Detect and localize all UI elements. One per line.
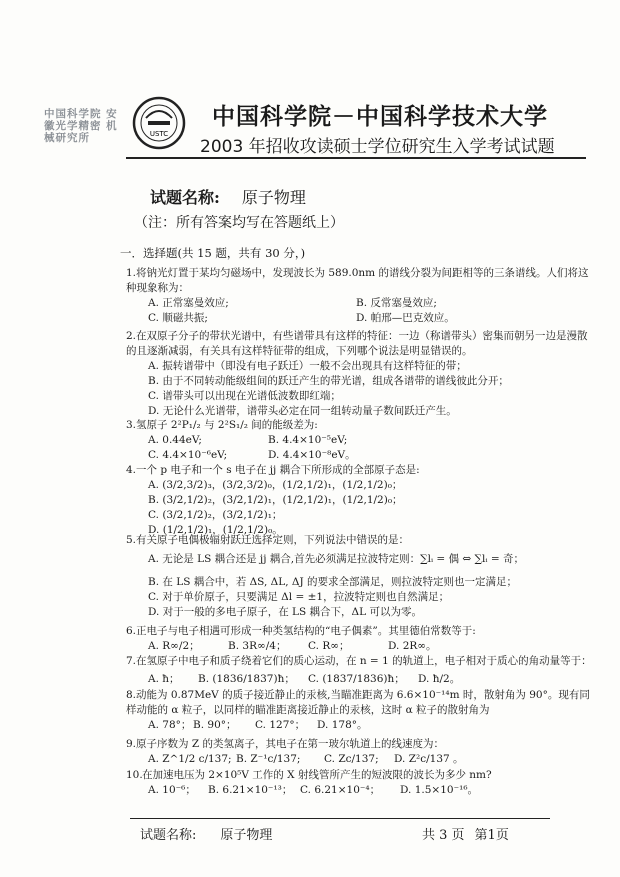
option: D. (1/2,1/2)₁，(1/2,1/2)₀。 (148, 524, 283, 536)
subject-line (150, 185, 306, 208)
option: B. 3R∞/4； (228, 640, 287, 652)
footer-subject-label: 试题名称: (140, 828, 197, 843)
option: A. Z^1/2 c/137; (148, 753, 232, 765)
option: A. 无论是 LS 耦合还是 jj 耦合,首先必须满足拉波特定则：∑lᵢ = 偶 ⇔ ∑lᵢ = 奇； (148, 553, 524, 565)
option: C. Zc/137; (324, 753, 379, 765)
institute-stamp: 中国科学院 安徽光学精密 机械研究所 (44, 108, 118, 144)
subject-label: 试题名称: (150, 188, 220, 207)
option: D. 无论什么光谱带，谱带头必定在同一组转动量子数间跃迁产生。 (148, 405, 457, 417)
question-2: 2.在双原子分子的带状光谱中，有些谱带具有这样的特征：一边（称谱带头）密集而朝另一边是漫散的且逐渐减弱，有关具有这样特征带的组成，下列哪个说法是明显错误的。 A. 振转谱带中（即没有电子跃迁）一般不会出现具有这样特征的带； B. 由于不同转动能级组间的跃迁产生的带光谱，组成各谱带的谱线彼此分开； C. 谱带头可以出现在光谱低波数即红端； D. 无论什么光谱带，谱带头必定在同一组转动量子数间跃迁产生。 (126, 329, 596, 419)
option: D. 2R∞。 (388, 640, 437, 652)
question-6: 6.正电子与电子相遇可形成一种类氢结构的“电子偶素”。其里德伯常数等于: A. R∞/2； B. 3R∞/4； C. R∞； D. 2R∞。 (126, 625, 476, 652)
option: B. 90°； (193, 719, 237, 731)
question-1: 1.将钠光灯置于某均匀磁场中，发现波长为 589.0nm 的谱线分裂为间距相等的三条谱线。人们将这种现象称为： A. 正常塞曼效应; B. 反常塞曼效应; C. 顺磁共振; D. 帕邢—巴克效应。 (126, 267, 589, 324)
footer-rule (130, 818, 550, 819)
option: C. 对于单价原子，只要满足 Δl = ±1，拉波特定则也自然满足； (148, 591, 450, 603)
option: C. R∞； (308, 640, 350, 652)
option: B. 由于不同转动能级组间的跃迁产生的带光谱，组成各谱带的谱线彼此分开； (148, 375, 509, 387)
option: D. 178°。 (317, 719, 368, 731)
option: C. 4.4×10⁻⁶eV; (148, 449, 228, 461)
option: C. (3/2,1/2)₂，(3/2,1/2)₁； (148, 509, 283, 521)
question-10: 10.在加速电压为 2×10⁵V 工作的 X 射线管所产生的短波限的波长为多少 nm? A. 10⁻⁶； B. 6.21×10⁻¹³； C. 6.21×10⁻⁴； D. 1.5×10⁻¹⁶。 (126, 769, 492, 796)
option: B. 6.21×10⁻¹³； (208, 784, 293, 796)
exam-title: 2003 年招收攻读硕士学位研究生入学考试试题 (200, 137, 555, 157)
header-rule (126, 157, 586, 159)
option: B. 反常塞曼效应; (356, 297, 437, 309)
page-number: 第1页 (474, 828, 509, 843)
option: B. (1836/1837)ħ； (198, 673, 295, 685)
question-3: 3.氢原子 2²P₁/₂ 与 2²S₁/₂ 间的能级差为: A. 0.44eV; B. 4.4×10⁻⁵eV; C. 4.4×10⁻⁶eV; D. 4.4×10⁻⁸eV。 (126, 419, 356, 461)
option: D. 1.5×10⁻¹⁶。 (400, 784, 479, 796)
option: B. Z⁻¹c/137; (236, 753, 301, 765)
option: D. Z²c/137 。 (394, 753, 464, 765)
footer-subject (140, 824, 272, 843)
question-4: 4.一个 p 电子和一个 s 电子在 jj 耦合下所形成的全部原子态是: A. (3/2,3/2)₃，(3/2,3/2)₀，(1/2,1/2)₁，(1/2,1/2)₀； B. (3/2,1/2)₂，(3/2,1/2)₁，(1/2,1/2)₁，(1/2,1/2)₀； C. (3/2,1/2)₂，(3/2,1/2)₁； D. (1/2,1/2)₁，(1/2,1/2)₀。 (126, 463, 596, 538)
footer-pagination (422, 824, 519, 843)
question-5: 5.有关原子电偶极辐射跃迁选择定则，下列说法中错误的是： A. 无论是 LS 耦合还是 jj 耦合,首先必须满足拉波特定则：∑lᵢ = 偶 ⇔ ∑lᵢ = 奇； B. 在 LS 耦合中，若 ΔS, ΔL, ΔJ 的要求全部满足，则拉波特定则也一定满足； C. 对于单价原子，只要满足 Δl = ±1，拉波特定则也自然满足； D. 对于一般的多电子原子，在 LS 耦合下，ΔL 可以为零。 (126, 533, 596, 620)
logo-text: USTC (149, 130, 169, 138)
question-9: 9.原子序数为 Z 的类氢离子，其电子在第一玻尔轨道上的线速度为： A. Z^1/2 c/137; B. Z⁻¹c/137; C. Zc/137; D. Z²c/137 。 (126, 738, 464, 765)
option: D. 帕邢—巴克效应。 (356, 312, 455, 324)
university-logo (132, 96, 186, 150)
university-name: 中国科学院－中国科学技术大学 (212, 103, 548, 130)
option: A. 振转谱带中（即没有电子跃迁）一般不会出现具有这样特征的带； (148, 360, 467, 372)
question-7: 7.在氢原子中电子和质子绕着它们的质心运动，在 n = 1 的轨道上，电子相对于质心的角动量等于： A. ħ； B. (1836/1837)ħ； C. (1837/1836)ħ； D. ħ/2。 (126, 655, 592, 685)
option: C. 顺磁共振; (148, 312, 208, 324)
option: D. 对于一般的多电子原子，在 LS 耦合下，ΔL 可以为零。 (148, 606, 422, 618)
answer-note: （注：所有答案均写在答题纸上） (134, 215, 344, 231)
option: A. (3/2,3/2)₃，(3/2,3/2)₀，(1/2,1/2)₁，(1/2,1/2)₀； (148, 479, 403, 491)
question-8: 8.动能为 0.87MeV 的质子接近静止的汞核,当瞄准距离为 6.6×10⁻¹⁴m 时，散射角为 90°。现有同样动能的 α 粒子，以同样的瞄准距离接近静止的汞核，这时 α 粒子的散射角为 A. 78°； B. 90°； C. 127°； D. 178°。 (126, 689, 590, 731)
option: A. ħ； (148, 673, 180, 685)
option: B. 在 LS 耦合中，若 ΔS, ΔL, ΔJ 的要求全部满足，则拉波特定则也一定满足； (148, 576, 518, 588)
option: C. 谱带头可以出现在光谱低波数即红端； (148, 390, 341, 402)
option: A. 78°； (148, 719, 192, 731)
option: B. (3/2,1/2)₂，(3/2,1/2)₁，(1/2,1/2)₁，(1/2,1/2)₀； (148, 494, 403, 506)
option: A. 10⁻⁶； (148, 784, 196, 796)
section-heading: 一．选择题(共 15 题，共有 30 分，) (120, 246, 306, 260)
footer-subject-value: 原子物理 (220, 828, 273, 843)
option: B. 4.4×10⁻⁵eV; (268, 434, 348, 446)
option: D. 4.4×10⁻⁸eV。 (268, 449, 356, 461)
option: C. (1837/1836)ħ； (308, 673, 405, 685)
option: C. 6.21×10⁻⁴； (300, 784, 381, 796)
option: A. R∞/2； (148, 640, 200, 652)
option: D. ħ/2。 (418, 673, 461, 685)
option: A. 正常塞曼效应; (148, 297, 229, 309)
page-total: 共 3 页 (422, 828, 465, 843)
subject-value: 原子物理 (241, 188, 306, 207)
option: C. 127°； (255, 719, 306, 731)
option: A. 0.44eV; (148, 434, 202, 446)
